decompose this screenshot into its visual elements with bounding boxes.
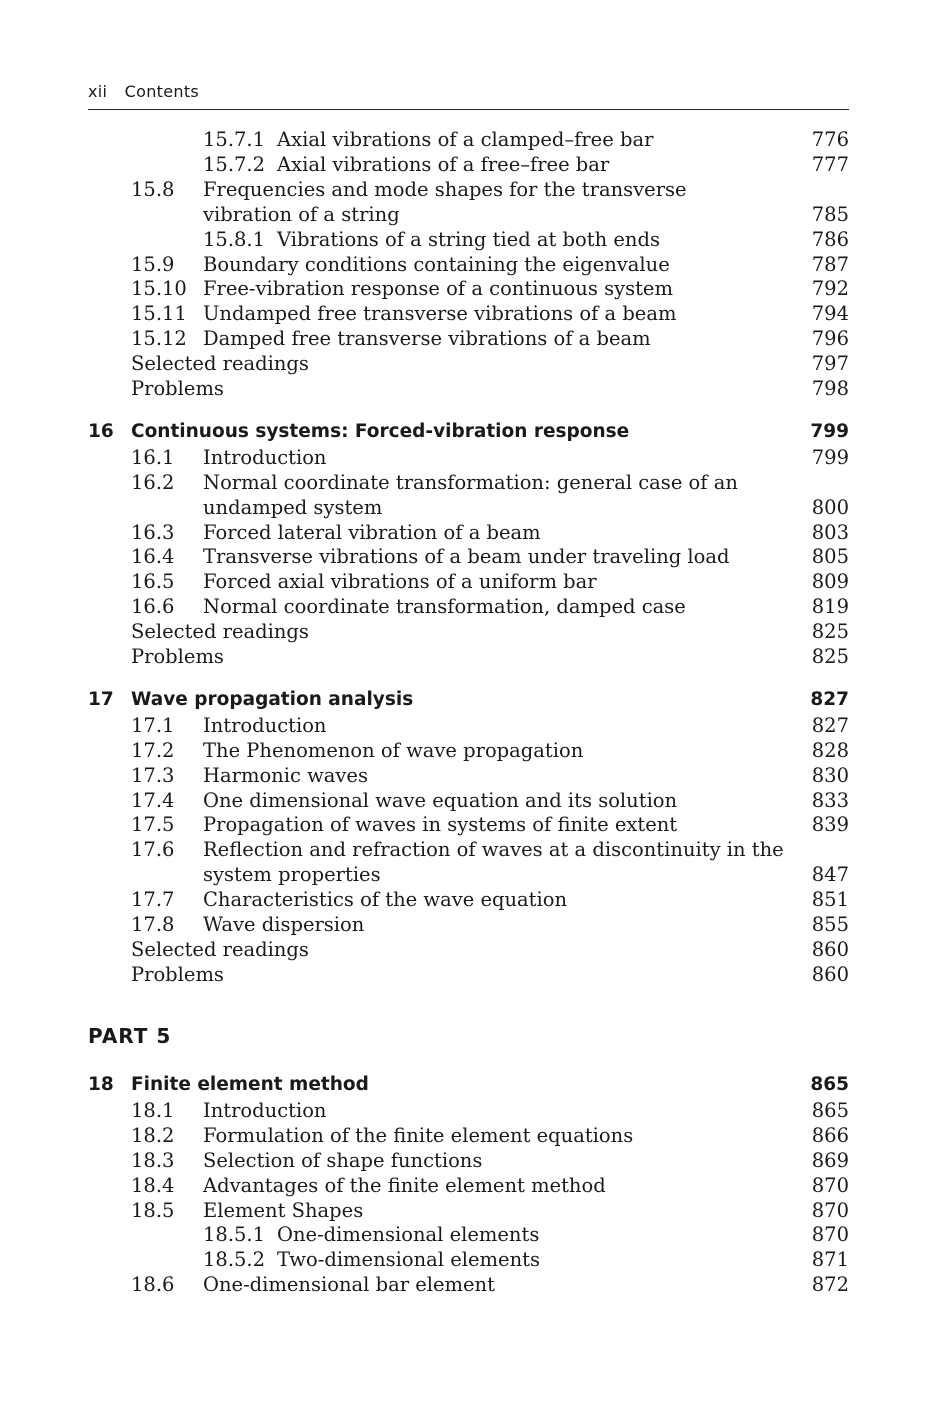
toc-entry-number: 17.2: [131, 738, 175, 762]
toc-entry-page: 865: [811, 1098, 849, 1122]
toc-entry-number: 17.7: [131, 888, 175, 912]
toc-entry-page: 839: [811, 813, 849, 837]
toc-entry-page: 819: [811, 595, 849, 619]
toc-entry-number: 17.5: [131, 813, 175, 837]
toc-entry: [88, 352, 849, 377]
toc-entry-page: 796: [811, 327, 849, 351]
toc-entry-page: 776: [811, 128, 849, 151]
toc-entry-title: Problems: [131, 645, 224, 668]
toc-entry-title: undamped system: [203, 495, 383, 519]
toc-entry-number: 18.4: [131, 1173, 175, 1197]
toc-entry-number: 15.9: [131, 252, 175, 276]
toc-entry-page: 785: [811, 202, 849, 226]
toc-entry-page: 855: [811, 913, 849, 936]
toc-entry-number: 18.1: [131, 1098, 175, 1122]
header-title: Contents: [124, 82, 200, 101]
toc-entry-number: 15.7.1: [203, 128, 266, 151]
toc-entry-page: 833: [811, 788, 849, 812]
toc-entry: [88, 178, 849, 203]
toc-entry-page: 860: [811, 937, 849, 961]
toc-entry-title: The Phenomenon of wave propagation: [203, 738, 584, 762]
toc-entry: [88, 228, 849, 253]
toc-entry-page: 825: [811, 645, 849, 668]
toc-entry: [88, 963, 849, 988]
toc-entry: [88, 377, 849, 402]
toc-entry-title: vibration of a string: [203, 202, 400, 226]
toc-entry-page: 866: [811, 1123, 849, 1147]
toc-chapter-entry: [88, 689, 849, 714]
toc-entry-title: Introduction: [203, 713, 327, 737]
toc-entry-page: 798: [811, 377, 849, 400]
toc-entry-number: 15.8: [131, 177, 175, 201]
toc-entry: [88, 570, 849, 595]
toc-entry-number: 18.5.1: [203, 1223, 266, 1247]
toc-entry-number: 18.2: [131, 1123, 175, 1147]
toc-entry: [88, 496, 849, 521]
toc-entry-title: system properties: [203, 863, 381, 887]
toc-entry-page: 777: [811, 152, 849, 176]
toc-entry: [88, 1273, 849, 1298]
toc-entry: [88, 938, 849, 963]
toc-entry-number: 16: [88, 420, 114, 442]
toc-entry-page: 787: [811, 252, 849, 276]
toc-entry-title: Selection of shape functions: [203, 1148, 483, 1172]
toc-entry-title: Normal coordinate transformation, damped case: [203, 595, 686, 619]
toc-entry-title: Vibrations of a string tied at both ends: [277, 227, 660, 251]
toc-entry-number: 15.7.2: [203, 152, 266, 176]
toc-entry-page: 847: [811, 863, 849, 887]
toc-entry-title: Axial vibrations of a clamped–free bar: [277, 128, 654, 151]
toc-entry: [88, 620, 849, 645]
toc-entry-number: 16.6: [131, 595, 175, 619]
toc-entry-page: 851: [811, 888, 849, 912]
toc-entry-page: 794: [811, 302, 849, 326]
toc-entry-title: Introduction: [203, 1098, 327, 1122]
toc-entry: [88, 714, 849, 739]
toc-entry-number: 15.12: [131, 327, 187, 351]
toc-entry-title: Selected readings: [131, 620, 309, 644]
toc-entry-number: 16.2: [131, 470, 175, 494]
toc-entry-number: 18.5: [131, 1198, 175, 1222]
toc-entry-title: Free-vibration response of a continuous system: [203, 277, 673, 301]
toc-entry-title: Damped free transverse vibrations of a beam: [203, 327, 651, 351]
toc-entry-title: Undamped free transverse vibrations of a beam: [203, 302, 677, 326]
toc-entry-title: Axial vibrations of a free–free bar: [277, 152, 610, 176]
toc-entry-title: Normal coordinate transformation: general case of an: [203, 470, 738, 494]
toc-entry-number: 16.4: [131, 545, 175, 569]
toc-entry-number: 17.4: [131, 788, 175, 812]
toc-entry: [88, 1174, 849, 1199]
header-rule: [88, 109, 849, 110]
toc-entry-number: 17.3: [131, 763, 175, 787]
toc-entry-title: Frequencies and mode shapes for the transverse: [203, 177, 687, 201]
toc-entry-page: 871: [811, 1248, 849, 1272]
toc-entry-title: Propagation of waves in systems of finite extent: [203, 813, 678, 837]
toc-entry: [88, 595, 849, 620]
toc-entry-title: Formulation of the finite element equations: [203, 1123, 634, 1147]
toc-entry-number: 17.1: [131, 713, 175, 737]
toc-entry-title: Selected readings: [131, 937, 309, 961]
toc-chapter-entry: [88, 1074, 849, 1099]
toc-entry-title: Forced axial vibrations of a uniform bar: [203, 570, 597, 594]
toc-entry: [88, 1223, 849, 1248]
toc-entry-page: 799: [811, 445, 849, 469]
toc-entry-title: Characteristics of the wave equation: [203, 888, 568, 912]
toc-entry: [88, 1149, 849, 1174]
toc-page: [88, 0, 849, 1425]
toc-entry: [88, 838, 849, 863]
toc-entry: [88, 253, 849, 278]
toc-entry-number: 18: [88, 1074, 114, 1095]
toc-entry-page: 870: [811, 1173, 849, 1197]
toc-entry-page: 803: [811, 520, 849, 544]
toc-entry-title: Transverse vibrations of a beam under traveling load: [203, 545, 730, 569]
toc-entry: [88, 888, 849, 913]
toc-entry: [88, 446, 849, 471]
toc-entry-number: 17.6: [131, 838, 175, 862]
toc-entry-page: 797: [811, 352, 849, 376]
toc-entry-number: 18.3: [131, 1148, 175, 1172]
toc-entry-number: 16.1: [131, 445, 175, 469]
toc-entry-title: Continuous systems: Forced-vibration response: [131, 420, 630, 442]
toc-entry-page: 825: [811, 620, 849, 644]
toc-entry-title: Boundary conditions containing the eigenvalue: [203, 252, 670, 276]
toc-entry-page: 860: [811, 962, 849, 986]
toc-entry-page: 872: [811, 1273, 849, 1297]
toc-entry-page: 865: [810, 1074, 849, 1095]
toc-entry: [88, 545, 849, 570]
toc-entry-title: One-dimensional bar element: [203, 1273, 495, 1297]
toc-entry-title: Problems: [131, 962, 224, 986]
toc-entry-title: One dimensional wave equation and its solution: [203, 788, 678, 812]
toc-entry: [88, 302, 849, 327]
toc-entry-title: Problems: [131, 377, 224, 400]
toc-entry-number: 15.10: [131, 277, 187, 301]
toc-entry: [88, 1248, 849, 1273]
toc-entry: [88, 277, 849, 302]
toc-entry-title: Forced lateral vibration of a beam: [203, 520, 541, 544]
toc-entry: [88, 645, 849, 670]
toc-entry-page: 805: [811, 545, 849, 569]
header-page-number: xii: [88, 82, 108, 101]
toc-entry-title: Wave propagation analysis: [131, 688, 414, 710]
toc-entry-page: 809: [811, 570, 849, 594]
toc-entry: [88, 1199, 849, 1224]
toc-entry: [88, 203, 849, 228]
toc-entry-title: Element Shapes: [203, 1198, 364, 1222]
toc-entry-title: Selected readings: [131, 352, 309, 376]
toc-entry: [88, 471, 849, 496]
toc-entry: [88, 521, 849, 546]
toc-entry-title: Introduction: [203, 445, 327, 469]
toc-entry-title: Two-dimensional elements: [277, 1248, 540, 1272]
toc-entry: [88, 327, 849, 352]
toc-entry: [88, 913, 849, 938]
toc-entry-page: 827: [810, 688, 849, 710]
toc-entry-title: Harmonic waves: [203, 763, 368, 787]
toc-entry-title: Finite element method: [131, 1074, 369, 1095]
toc-entry-page: 827: [811, 713, 849, 737]
toc-entry: [88, 813, 849, 838]
toc-entry: [88, 1124, 849, 1149]
toc-entry-page: 786: [811, 227, 849, 251]
toc-entry-number: 16.3: [131, 520, 175, 544]
toc-entry-page: 870: [811, 1223, 849, 1247]
toc-entry: [88, 863, 849, 888]
toc-entry: [88, 128, 849, 153]
toc-entry-number: 15.11: [131, 302, 187, 326]
toc-entry: [88, 764, 849, 789]
toc-entry: [88, 739, 849, 764]
toc-chapter-entry: [88, 421, 849, 446]
toc-entry-number: 15.8.1: [203, 227, 266, 251]
toc-entry-title: Wave dispersion: [203, 913, 365, 936]
toc-entry-title: Reflection and refraction of waves at a discontinuity in the: [203, 838, 784, 862]
toc-entry-page: 828: [811, 738, 849, 762]
toc-entry-title: One-dimensional elements: [277, 1223, 540, 1247]
toc-entry-page: 869: [811, 1148, 849, 1172]
toc-entry-page: 870: [811, 1198, 849, 1222]
toc-entry-number: 18.6: [131, 1273, 175, 1297]
toc-entry-page: 800: [811, 495, 849, 519]
toc-entry-title: Advantages of the finite element method: [203, 1173, 606, 1197]
toc-entry: [88, 153, 849, 178]
toc-entry-page: 792: [811, 277, 849, 301]
toc-entry-number: 18.5.2: [203, 1248, 266, 1272]
running-head: [88, 82, 199, 101]
toc-entry-number: 17: [88, 688, 114, 710]
part-heading: PART 5: [88, 1024, 172, 1048]
toc-entry: [88, 789, 849, 814]
toc-entry-page: 830: [811, 763, 849, 787]
toc-entry-number: 17.8: [131, 913, 175, 936]
toc-entry-page: 799: [810, 420, 849, 442]
toc-entry: [88, 1099, 849, 1124]
toc-entry-number: 16.5: [131, 570, 175, 594]
